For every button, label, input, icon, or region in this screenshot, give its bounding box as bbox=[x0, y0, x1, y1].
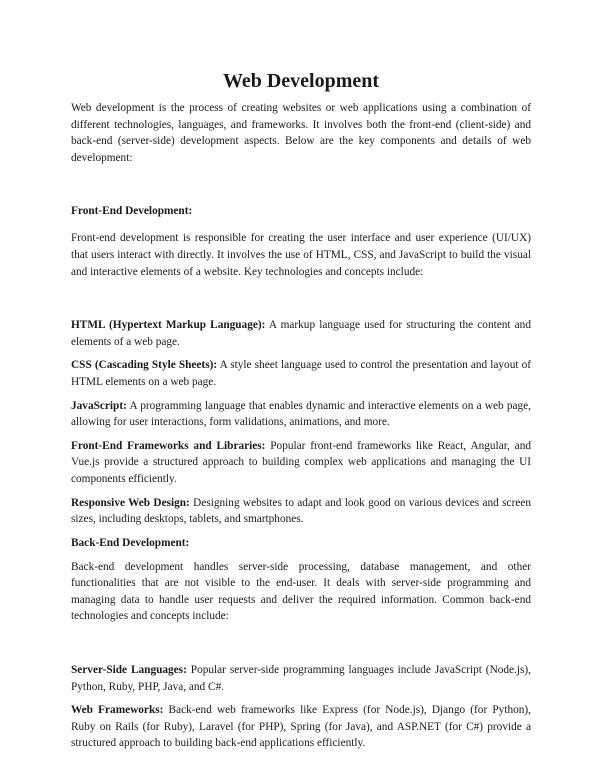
page-title: Web Development bbox=[222, 70, 380, 92]
frontend-intro-paragraph: Front-end development is responsible for creating the user interface and user experience (UI/UX) that users interact with directly. It involves the use of HTML, CSS, and JavaScript to build the visual and interactive elements of a website. Key technologies and concepts include: bbox=[71, 232, 531, 278]
item-description: A markup language used for structuring the content and elements of a web page. bbox=[71, 319, 531, 348]
item-term: Front-End Frameworks and Libraries: bbox=[71, 439, 266, 452]
item-description: Popular front-end frameworks like React, Angular, and Vue.js provide a structured approach to building complex web applications and managing the UI components efficiently. bbox=[71, 439, 531, 485]
item-term: Web Frameworks: bbox=[71, 704, 164, 717]
item-description: A programming language that enables dynamic and interactive elements on a web page, allowing for user interactions, form validations, animations, and more. bbox=[71, 399, 531, 429]
item-description: Designing websites to adapt and look good on various devices and screen sizes, including desktops, tablets, and smartphones. bbox=[71, 496, 532, 526]
item-term: CSS (Cascading Style Sheets): bbox=[71, 359, 218, 372]
item-term: Server-Side Languages: bbox=[71, 664, 187, 677]
frontend-item-javascript bbox=[71, 398, 531, 431]
backend-intro-paragraph: Back-end development handles server-side processing, database management, and other functionalities that are not visible to the end-user. It deals with server-side programming and managing data to handle user requests and deliver the required information. Common back-end technologies and concepts include: bbox=[71, 560, 531, 623]
item-description: A style sheet language used to control the presentation and layout of HTML elements on a web page. bbox=[71, 359, 531, 388]
backend-heading: Back-End Development: bbox=[71, 536, 190, 549]
backend-item-languages bbox=[71, 662, 531, 695]
intro-paragraph: Web development is the process of creating websites or web applications using a combination of different technologies, languages, and frameworks. It involves both the front-end (client-side) and back-end (server-side) development aspects. Below are the key components and details of web development: bbox=[71, 102, 531, 164]
item-term: JavaScript: bbox=[71, 399, 127, 412]
backend-item-frameworks bbox=[71, 702, 531, 752]
frontend-item-responsive bbox=[71, 495, 531, 528]
item-description: Back-end web frameworks like Express (for Node.js), Django (for Python), Ruby on Rails (for Ruby), Laravel (for PHP), Spring (for Java), and ASP.NET (for C#) provide a structured approach to building back-end applications efficiently. bbox=[71, 704, 531, 750]
frontend-heading: Front-End Development: bbox=[71, 205, 193, 218]
frontend-item-html bbox=[71, 317, 531, 350]
item-term: Responsive Web Design: bbox=[71, 496, 190, 509]
document-page bbox=[71, 68, 531, 759]
frontend-item-css bbox=[71, 357, 531, 390]
frontend-item-frameworks bbox=[71, 438, 531, 488]
item-term: HTML (Hypertext Markup Language): bbox=[71, 319, 266, 332]
item-description: Popular server-side programming languages include JavaScript (Node.js), Python, Ruby, PHP, Java, and C#. bbox=[71, 664, 531, 693]
